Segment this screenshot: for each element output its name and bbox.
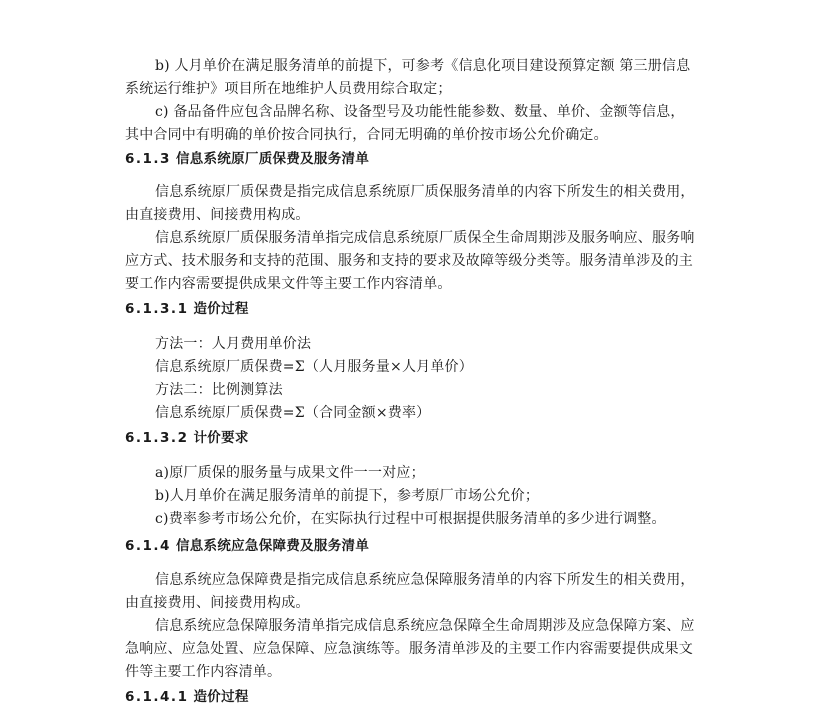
list-item-b: b) 人月单价在满足服务清单的前提下，可参考《信息化项目建设预算定额 第三册信息 — [155, 58, 691, 74]
list-item-a: a)原厂质保的服务量与成果文件一一对应； — [155, 465, 425, 481]
paragraph-line: 件等主要工作内容清单。 — [125, 664, 282, 680]
section-heading-6-1-3 — [125, 150, 369, 168]
list-item-c: c) 备品备件应包含品牌名称、设备型号及功能性能参数、数量、单价、金额等信息， — [155, 104, 685, 120]
paragraph-line: 信息系统应急保障服务清单指完成信息系统应急保障全生命周期涉及应急保障方案、应 — [155, 618, 695, 634]
section-title: 计价要求 — [193, 430, 249, 446]
paragraph-line: 由直接费用、间接费用构成。 — [125, 207, 310, 223]
section-heading-6-1-3-2 — [125, 429, 249, 447]
section-heading-6-1-4-1 — [125, 688, 249, 706]
paragraph-line: 应方式、技术服务和支持的范围、服务和支持的要求及故障等级分类等。服务清单涉及的主 — [125, 253, 693, 269]
list-item-b: b)人月单价在满足服务清单的前提下，参考原厂市场公允价； — [155, 488, 540, 504]
section-heading-6-1-3-1 — [125, 300, 249, 318]
paragraph-line: 由直接费用、间接费用构成。 — [125, 595, 310, 611]
formula-line: 信息系统原厂质保费=Σ（合同金额×费率） — [155, 405, 431, 421]
method-line: 方法一：人月费用单价法 — [155, 336, 312, 352]
section-heading-6-1-4 — [125, 537, 369, 555]
section-number: 6.1.4 — [125, 538, 171, 554]
paragraph-line: 信息系统应急保障费是指完成信息系统应急保障服务清单的内容下所发生的相关费用， — [155, 572, 695, 588]
paragraph-line: 急响应、应急处置、应急保障、应急演练等。服务清单涉及的主要工作内容需要提供成果文 — [125, 641, 693, 657]
paragraph-line: 信息系统原厂质保服务清单指完成信息系统原厂质保全生命周期涉及服务响应、服务响 — [155, 230, 695, 246]
paragraph-line: 要工作内容需要提供成果文件等主要工作内容清单。 — [125, 276, 452, 292]
section-title: 信息系统应急保障费及服务清单 — [175, 538, 370, 554]
section-number: 6.1.3.1 — [125, 301, 189, 317]
formula-line: 信息系统原厂质保费=Σ（人月服务量×人月单价） — [155, 359, 473, 375]
section-number: 6.1.3.2 — [125, 430, 189, 446]
section-number: 6.1.4.1 — [125, 689, 189, 705]
list-item-c-cont: 其中合同中有明确的单价按合同执行，合同无明确的单价按市场公允价确定。 — [125, 127, 608, 143]
paragraph-line: 信息系统原厂质保费是指完成信息系统原厂质保服务清单的内容下所发生的相关费用， — [155, 184, 695, 200]
section-title: 造价过程 — [193, 689, 249, 705]
method-line: 方法二：比例测算法 — [155, 382, 283, 398]
list-item-c: c)费率参考市场公允价，在实际执行过程中可根据提供服务清单的多少进行调整。 — [155, 511, 666, 527]
section-title: 造价过程 — [193, 301, 249, 317]
section-title: 信息系统原厂质保费及服务清单 — [175, 151, 370, 167]
list-item-b-cont: 系统运行维护》项目所在地维护人员费用综合取定； — [125, 81, 452, 97]
section-number: 6.1.3 — [125, 151, 171, 167]
